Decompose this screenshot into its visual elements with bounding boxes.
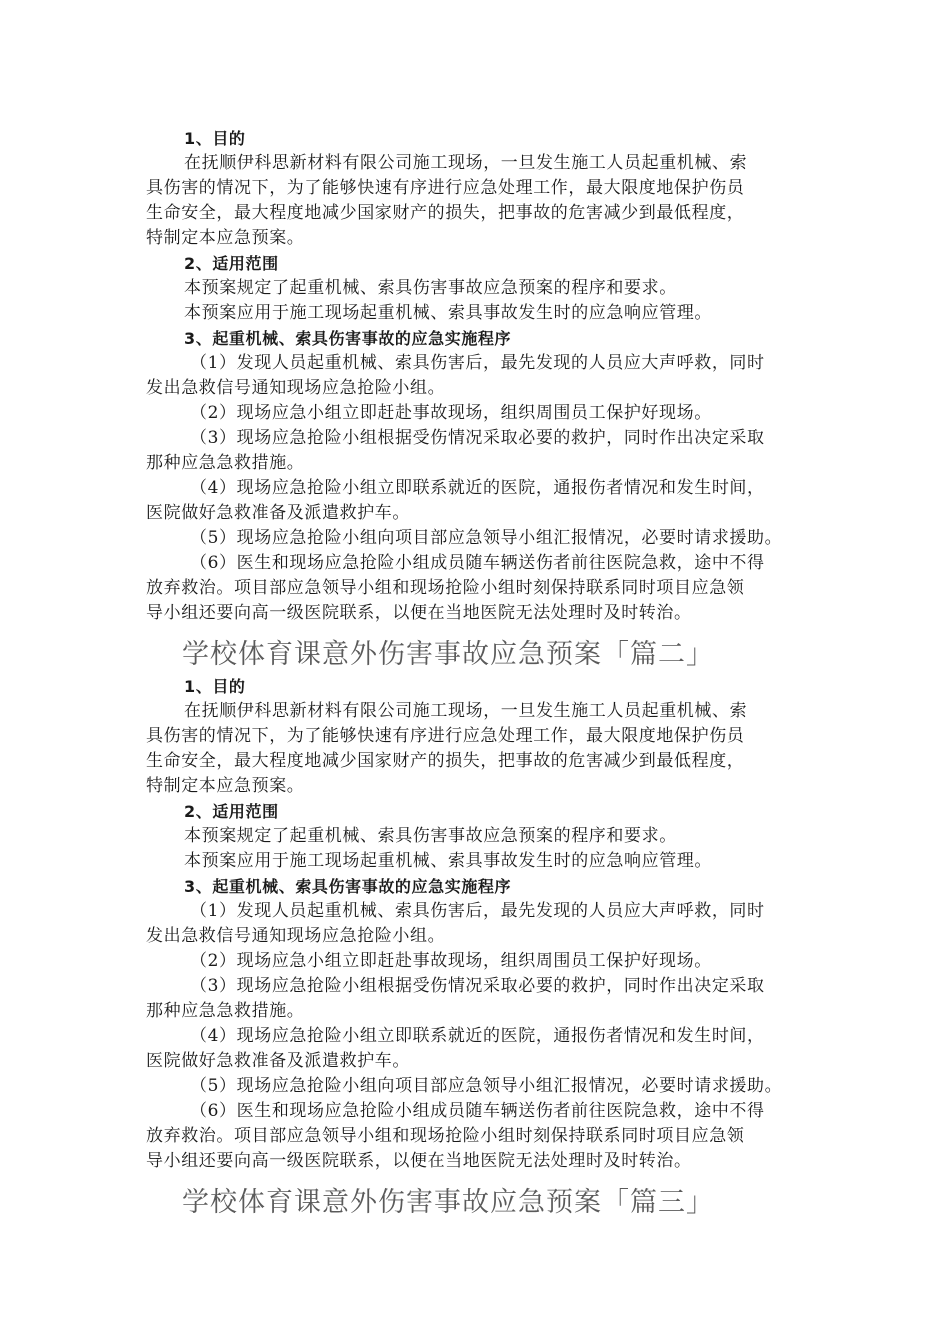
paragraph-line: 特制定本应急预案。 [146,228,305,248]
paragraph-line: 本预案应用于施工现场起重机械、索具事故发生时的应急响应管理。 [184,303,712,323]
paragraph-line: （3）现场应急抢险小组根据受伤情况采取必要的救护，同时作出决定采取 [190,976,765,996]
paragraph-line: （2）现场应急小组立即赶赴事故现场，组织周围员工保护好现场。 [190,951,712,971]
paragraph-line: （4）现场应急抢险小组立即联系就近的医院，通报伤者情况和发生时间， [190,1026,765,1046]
paragraph-line: 医院做好急救准备及派遣救护车。 [146,503,410,523]
purpose-heading: 1、目的 [184,129,246,148]
paragraph-line: （4）现场应急抢险小组立即联系就近的医院，通报伤者情况和发生时间， [190,478,765,498]
paragraph-line: （6）医生和现场应急抢险小组成员随车辆送伤者前往医院急救，途中不得 [190,553,765,573]
paragraph-line: （1）发现人员起重机械、索具伤害后，最先发现的人员应大声呼救，同时 [190,901,765,921]
paragraph-line: （5）现场应急抢险小组向项目部应急领导小组汇报情况，必要时请求援助。 [190,528,783,548]
procedure-heading: 3、起重机械、索具伤害事故的应急实施程序 [184,329,512,348]
paragraph-line: 在抚顺伊科思新材料有限公司施工现场，一旦发生施工人员起重机械、索 [184,701,748,721]
paragraph-line: （1）发现人员起重机械、索具伤害后，最先发现的人员应大声呼救，同时 [190,353,765,373]
section-title: 学校体育课意外伤害事故应急预案「篇二」 [182,639,714,670]
procedure-heading: 3、起重机械、索具伤害事故的应急实施程序 [184,877,512,896]
paragraph-line: （2）现场应急小组立即赶赴事故现场，组织周围员工保护好现场。 [190,403,712,423]
paragraph-line: 特制定本应急预案。 [146,776,305,796]
paragraph-line: 本预案规定了起重机械、索具伤害事故应急预案的程序和要求。 [184,278,677,298]
paragraph-line: 具伤害的情况下，为了能够快速有序进行应急处理工作，最大限度地保护伤员 [146,178,745,198]
paragraph-line: 发出急救信号通知现场应急抢险小组。 [146,378,446,398]
paragraph-line: 具伤害的情况下，为了能够快速有序进行应急处理工作，最大限度地保护伤员 [146,726,745,746]
paragraph-line: 医院做好急救准备及派遣救护车。 [146,1051,410,1071]
paragraph-line: 放弃救治。项目部应急领导小组和现场抢险小组时刻保持联系同时项目应急领 [146,578,745,598]
scope-heading: 2、适用范围 [184,254,279,273]
paragraph-line: 生命安全，最大程度地减少国家财产的损失，把事故的危害减少到最低程度， [146,203,745,223]
paragraph-line: （5）现场应急抢险小组向项目部应急领导小组汇报情况，必要时请求援助。 [190,1076,783,1096]
paragraph-line: 本预案规定了起重机械、索具伤害事故应急预案的程序和要求。 [184,826,677,846]
paragraph-line: 放弃救治。项目部应急领导小组和现场抢险小组时刻保持联系同时项目应急领 [146,1126,745,1146]
paragraph-line: 本预案应用于施工现场起重机械、索具事故发生时的应急响应管理。 [184,851,712,871]
paragraph-line: 在抚顺伊科思新材料有限公司施工现场，一旦发生施工人员起重机械、索 [184,153,748,173]
paragraph-line: 生命安全，最大程度地减少国家财产的损失，把事故的危害减少到最低程度， [146,751,745,771]
paragraph-line: 导小组还要向高一级医院联系，以便在当地医院无法处理时及时转治。 [146,1151,692,1171]
purpose-heading: 1、目的 [184,677,246,696]
paragraph-line: 那种应急急救措施。 [146,453,305,473]
scope-heading: 2、适用范围 [184,802,279,821]
paragraph-line: 那种应急急救措施。 [146,1001,305,1021]
section-title: 学校体育课意外伤害事故应急预案「篇三」 [182,1187,714,1218]
paragraph-line: （6）医生和现场应急抢险小组成员随车辆送伤者前往医院急救，途中不得 [190,1101,765,1121]
paragraph-line: 发出急救信号通知现场应急抢险小组。 [146,926,446,946]
paragraph-line: 导小组还要向高一级医院联系，以便在当地医院无法处理时及时转治。 [146,603,692,623]
paragraph-line: （3）现场应急抢险小组根据受伤情况采取必要的救护，同时作出决定采取 [190,428,765,448]
